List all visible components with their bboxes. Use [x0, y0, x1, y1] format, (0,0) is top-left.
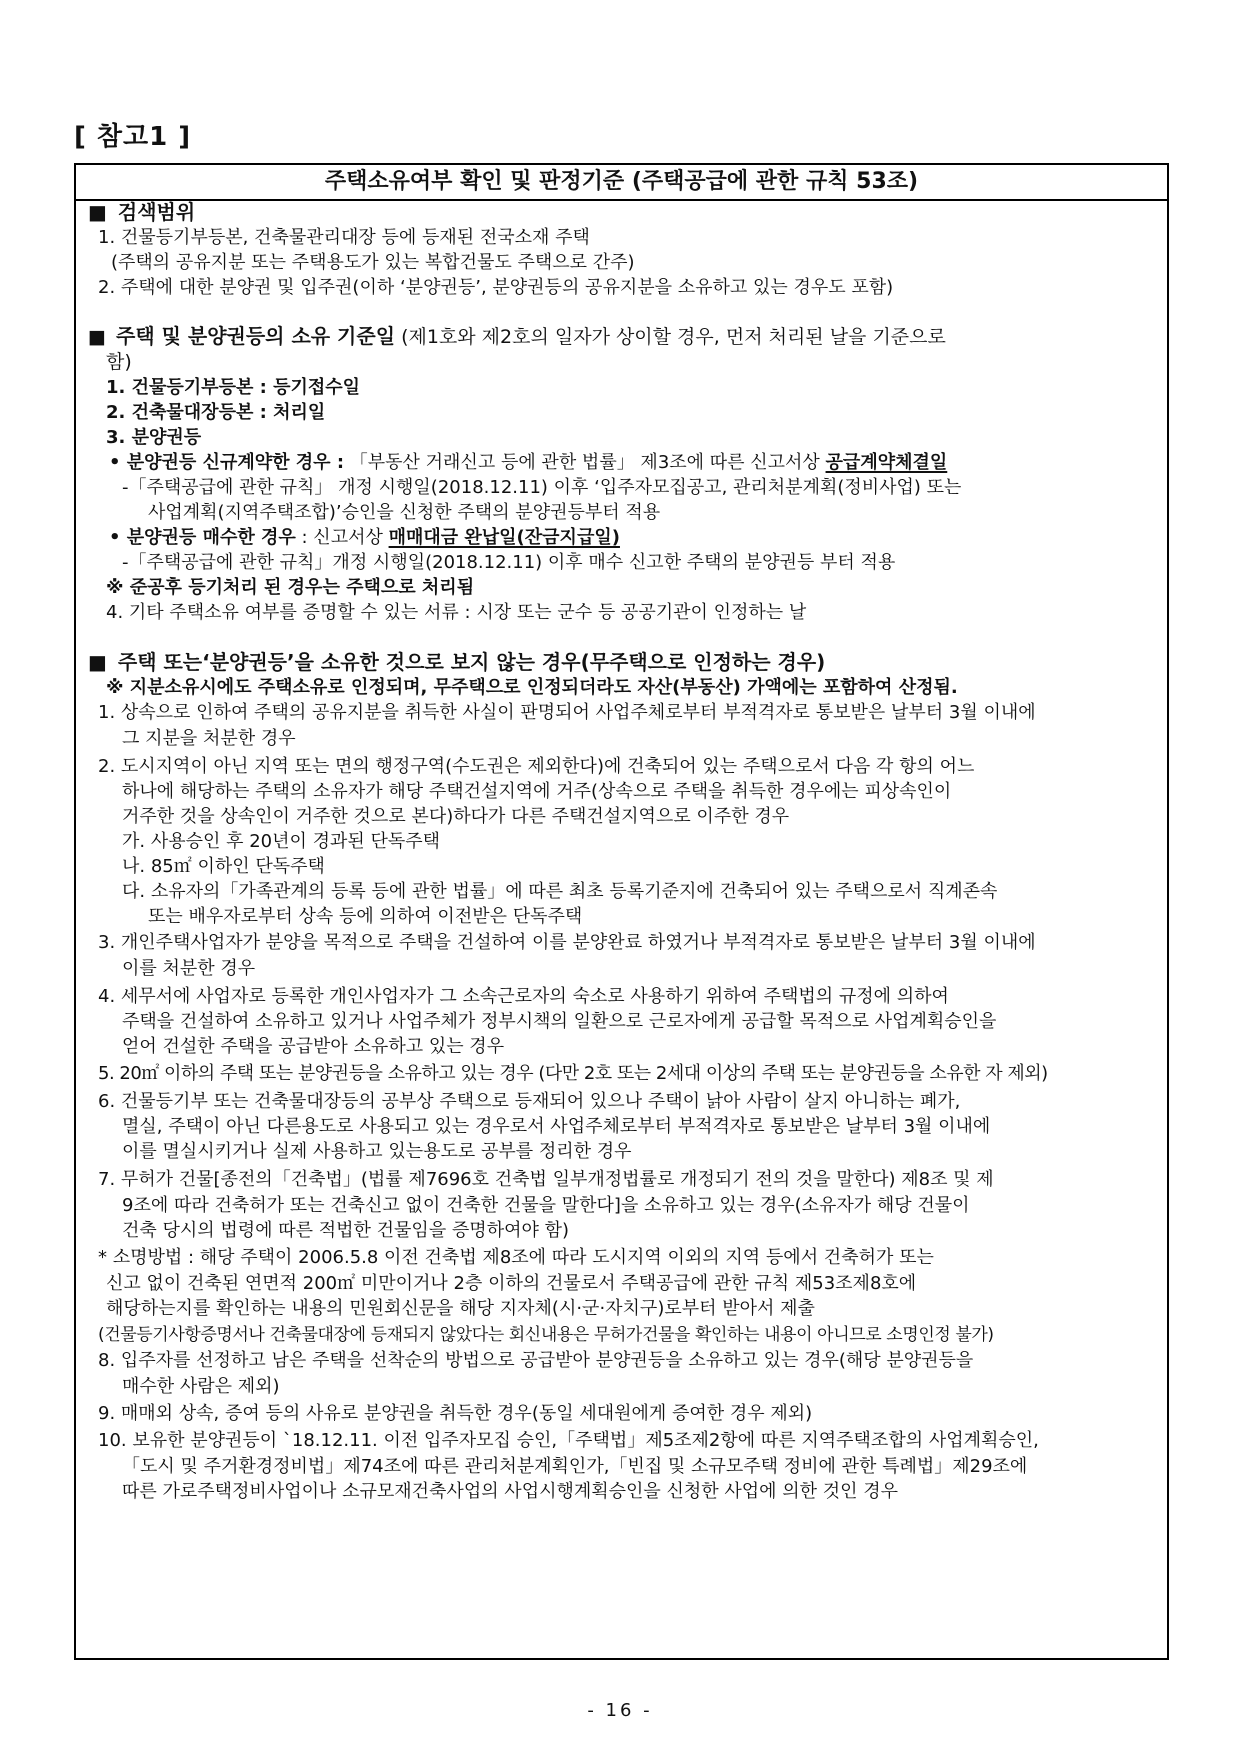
reference-label: [ 참고1 ] [74, 122, 192, 152]
section2-line: ※ 준공후 등기처리 된 경우는 주택으로 처리됨 [106, 577, 475, 598]
section3-note: ※ 지분소유시에도 주택소유로 인정되며, 무주택으로 인정되더라도 자산(부동산) 가액에는 포함하여 산정됨. [106, 677, 958, 698]
section3-heading-text: 주택 또는‘분양권등’을 소유한 것으로 보지 않는 경우(무주택으로 인정하는 경우) [117, 650, 826, 674]
new-contract-text: 「부동산 거래신고 등에 관한 법률」 제3조에 따른 신고서상 [349, 452, 826, 473]
exemption-line: 주택을 건설하여 소유하고 있거나 사업주체가 정부시책의 일환으로 근로자에게 공급할 목적으로 사업계획승인을 [122, 1011, 997, 1032]
section2-line: 사업계획(지역주택조합)’승인을 신청한 주택의 분양권등부터 적용 [148, 502, 661, 523]
exemption-line: 그 지분을 처분한 경우 [122, 728, 296, 749]
exemption-line: 10. 보유한 분양권등이 `18.12.11. 이전 입주자모집 승인,「주택법」제5조제2항에 따른 지역주택조합의 사업계획승인, [98, 1430, 1039, 1451]
section1-line: 2. 주택에 대한 분양권 및 입주권(이하 ‘분양권등’, 분양권등의 공유지분을 소유하고 있는 경우도 포함) [98, 277, 894, 298]
exemption-line: 8. 입주자를 선정하고 남은 주택을 선착순의 방법으로 공급받아 분양권등을 소유하고 있는 경우(해당 분양권등을 [98, 1350, 974, 1371]
section2-line: 3. 분양권등 [106, 427, 202, 448]
contract-date-underline: 공급계약체결일 [825, 452, 948, 473]
purchase-text: : 신고서상 [295, 527, 389, 548]
section2-line: -「주택공급에 관한 규칙」 개정 시행일(2018.12.11) 이후 ‘입주자모집공고, 관리처분계획(정비사업) 또는 [122, 477, 962, 498]
section2-line [109, 526, 620, 550]
exemption-line: 매수한 사람은 제외) [122, 1376, 280, 1397]
criteria-box [74, 163, 1169, 1660]
exemption-line: 4. 세무서에 사업자로 등록한 개인사업자가 그 소속근로자의 숙소로 사용하기 위하여 주택법의 규정에 의하여 [98, 986, 949, 1007]
purchase-label: • 분양권등 매수한 경우 [109, 527, 296, 548]
exemption-line: 신고 없이 건축된 연면적 200㎡ 미만이거나 2층 이하의 건물로서 주택공급에 관한 규칙 제53조제8호에 [106, 1273, 917, 1294]
exemption-line: 따른 가로주택정비사업이나 소규모재건축사업의 사업시행계획승인을 신청한 사업에 의한 것인 경우 [122, 1481, 899, 1502]
section2-heading-cont: 함) [106, 351, 132, 373]
exemption-line: 1. 상속으로 인하여 주택의 공유지분을 취득한 사실이 판명되어 사업주체로부터 부적격자로 통보받은 날부터 3월 이내에 [98, 702, 1036, 723]
exemption-line: 다. 소유자의「가족관계의 등록 등에 관한 법률」에 따른 최초 등록기준지에 건축되어 있는 주택으로서 직계존속 [122, 881, 998, 902]
exemption-line: * 소명방법 : 해당 주택이 2006.5.8 이전 건축법 제8조에 따라 도시지역 이외의 지역 등에서 건축허가 또는 [98, 1247, 934, 1268]
square-bullet-icon: ■ [88, 326, 106, 348]
section2-line: 4. 기타 주택소유 여부를 증명할 수 있는 서류 : 시장 또는 군수 등 공공기관이 인정하는 날 [106, 602, 807, 623]
exemption-line: 5. 20㎡ 이하의 주택 또는 분양권등을 소유하고 있는 경우 (다만 2호 또는 2세대 이상의 주택 또는 분양권등을 소유한 자 제외) [98, 1063, 1048, 1084]
exemption-line: 나. 85㎡ 이하인 단독주택 [122, 856, 325, 877]
exemption-line: 7. 무허가 건물[종전의「건축법」(법률 제7696호 건축법 일부개정법률로 개정되기 전의 것을 말한다) 제8조 및 제 [98, 1169, 994, 1190]
exemption-line: (건물등기사항증명서나 건축물대장에 등재되지 않았다는 회신내용은 무허가건물을 확인하는 내용이 아니므로 소명인정 불가) [98, 1325, 994, 1345]
square-bullet-icon: ■ [88, 650, 107, 674]
exemption-line: 9. 매매외 상속, 증여 등의 사유로 분양권을 취득한 경우(동일 세대원에게 증여한 경우 제외) [98, 1403, 813, 1424]
section1-line: 1. 건물등기부등본, 건축물관리대장 등에 등재된 전국소재 주택 [98, 227, 590, 248]
section2-heading [88, 324, 946, 349]
exemption-line: 하나에 해당하는 주택의 소유자가 해당 주택건설지역에 거주(상속으로 주택을 취득한 경우에는 피상속인이 [122, 781, 952, 802]
section2-heading-bold: 주택 및 분양권등의 소유 기준일 [116, 324, 396, 348]
exemption-line: 2. 도시지역이 아닌 지역 또는 면의 행정구역(수도권은 제외한다)에 건축되어 있는 주택으로서 다음 각 항의 어느 [98, 756, 975, 777]
section2-line [109, 451, 947, 475]
exemption-line: 9조에 따라 건축허가 또는 건축신고 없이 건축한 건물을 말한다]을 소유하고 있는 경우(소유자가 해당 건물이 [122, 1195, 970, 1216]
exemption-line: 또는 배우자로부터 상속 등에 의하여 이전받은 단독주택 [148, 906, 583, 927]
exemption-line: 이를 처분한 경우 [122, 958, 256, 979]
exemption-line: 가. 사용승인 후 20년이 경과된 단독주택 [122, 831, 441, 852]
box-title: 주택소유여부 확인 및 판정기준 (주택공급에 관한 규칙 53조) [76, 165, 1167, 201]
exemption-line: 3. 개인주택사업자가 분양을 목적으로 주택을 건설하여 이를 분양완료 하였거나 부적격자로 통보받은 날부터 3월 이내에 [98, 932, 1036, 953]
new-contract-label: • 분양권등 신규계약한 경우 : [109, 452, 345, 473]
section2-line: 1. 건물등기부등본 : 등기접수일 [106, 377, 361, 398]
section3-heading [88, 650, 825, 674]
exemption-line: 멸실, 주택이 아닌 다른용도로 사용되고 있는 경우로서 사업주체로부터 부적격자로 통보받은 날부터 3월 이내에 [122, 1116, 991, 1137]
exemption-line: 해당하는지를 확인하는 내용의 민원회신문을 해당 지자체(시·군·자치구)로부터 받아서 제출 [106, 1298, 815, 1319]
exemption-line: 「도시 및 주거환경정비법」제74조에 따른 관리처분계획인가,「빈집 및 소규모주택 정비에 관한 특례법」제29조에 [122, 1456, 1028, 1477]
exemption-line: 이를 멸실시키거나 실제 사용하고 있는용도로 공부를 정리한 경우 [122, 1141, 632, 1162]
page-number: - 16 - [587, 1700, 653, 1721]
exemption-line: 건축 당시의 법령에 따른 적법한 건물임을 증명하여야 함) [122, 1220, 569, 1241]
section1-line: (주택의 공유지분 또는 주택용도가 있는 복합건물도 주택으로 간주) [111, 252, 635, 273]
square-bullet-icon: ■ [88, 200, 107, 224]
exemption-line: 6. 건물등기부 또는 건축물대장등의 공부상 주택으로 등재되어 있으나 주택이 낡아 사람이 살지 아니하는 폐가, [98, 1091, 961, 1112]
section2-heading-rest: (제1호와 제2호의 일자가 상이할 경우, 먼저 처리된 날을 기준으로 [401, 326, 946, 348]
section1-heading-text: 검색범위 [117, 200, 196, 224]
section1-heading [88, 200, 195, 224]
section2-line: -「주택공급에 관한 규칙」개정 시행일(2018.12.11) 이후 매수 신고한 주택의 분양권등 부터 적용 [122, 552, 896, 573]
payment-date-underline: 매매대금 완납일(잔금지급일) [388, 527, 620, 548]
section2-line: 2. 건축물대장등본 : 처리일 [106, 402, 326, 423]
exemption-line: 거주한 것을 상속인이 거주한 것으로 본다)하다가 다른 주택건설지역으로 이주한 경우 [122, 806, 790, 827]
exemption-line: 얻어 건설한 주택을 공급받아 소유하고 있는 경우 [122, 1036, 505, 1057]
